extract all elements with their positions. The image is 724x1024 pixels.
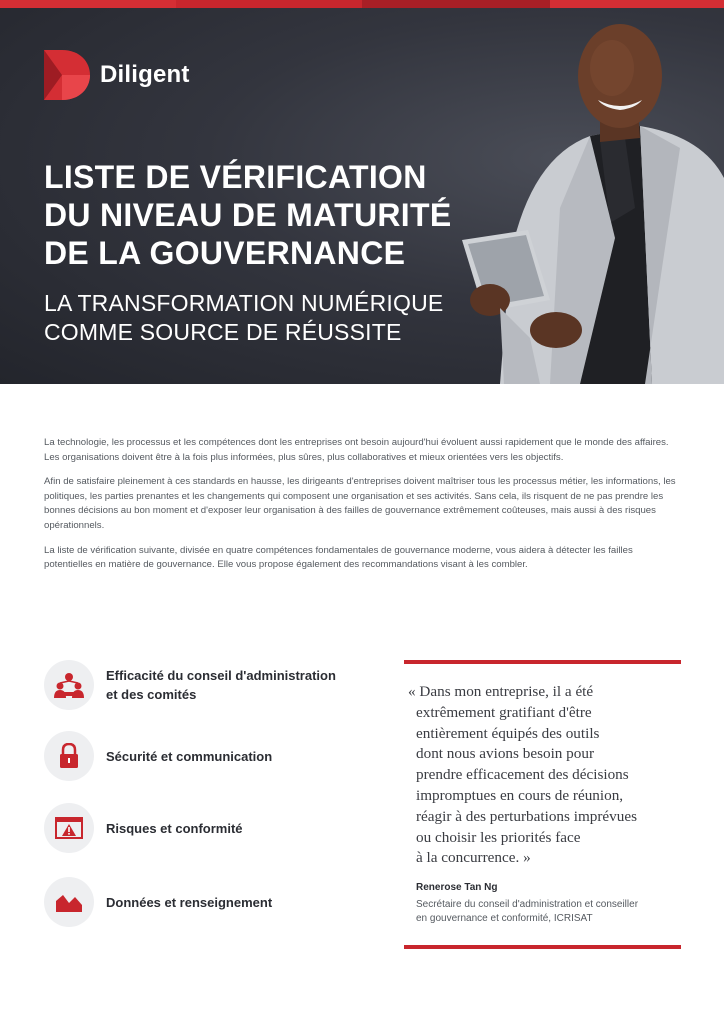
- top-bar-segment-4: [550, 0, 724, 8]
- quote-line: impromptues en cours de réunion,: [416, 786, 624, 804]
- quote-line: extrêmement gratifiant d'être: [416, 703, 592, 721]
- logo: [44, 50, 190, 100]
- quote-author-role: [416, 898, 680, 925]
- title-line: LISTE DE VÉRIFICATION: [44, 159, 427, 195]
- intro-paragraph: Afin de satisfaire pleinement à ces standards en hausse, les dirigeants d'entreprises doivent maîtriser tous les processus métier, les informations, les politiques, les parties prenantes et les changements qui composent une organisation et ses activités. Sans cela, ils risquent de ne pas prendre les bonnes décisions au bon moment et d'exposer leur organisation à des failles de gouvernance extrêmement coûteuses, mais aussi à des risques opérationnels.: [44, 476, 676, 531]
- quote-author: Renerose Tan Ng: [416, 882, 498, 893]
- role-line: en gouvernance et conformité, ICRISAT: [416, 912, 593, 924]
- quote-line: réagir à des perturbations imprévues: [416, 807, 637, 825]
- top-bar-segment-2: [176, 0, 362, 8]
- top-color-bar: [0, 0, 724, 8]
- quote-line: à la concurrence. »: [416, 849, 531, 867]
- warning-window-icon: [55, 817, 83, 839]
- competency-icon-circle: [44, 731, 94, 781]
- competency-label-line: et des comités: [106, 687, 197, 702]
- top-bar-segment-3: [362, 0, 550, 8]
- quote-line: entièrement équipés des outils: [416, 724, 600, 742]
- competency-item: [44, 660, 336, 710]
- diligent-logo-icon: [44, 50, 90, 100]
- competency-label: [106, 747, 272, 766]
- competency-label-line: Données et renseignement: [106, 894, 273, 910]
- intro-paragraph: La technologie, les processus et les compétences dont les entreprises ont besoin aujourd'hui évoluent aussi rapidement que le monde des affaires. Les organisations doivent être à la fois plus informées, plus sûres, plus collaboratives et mieux orientées vers les objectifs.: [44, 437, 669, 463]
- competency-label: [106, 666, 336, 704]
- competency-label-line: Risques et conformité: [106, 820, 243, 836]
- page-title: [44, 158, 452, 272]
- quote-line: prendre efficacement des décisions: [416, 766, 629, 784]
- competency-label-line: Efficacité du conseil d'administration: [106, 668, 336, 683]
- quote-line: dont nous avions besoin pour: [416, 745, 595, 763]
- businessman-with-tablet-photo: [440, 8, 724, 384]
- title-line: DU NIVEAU DE MATURITÉ: [44, 197, 452, 233]
- board-people-icon: [54, 672, 84, 698]
- competency-label-line: Sécurité et communication: [106, 748, 273, 764]
- competency-label: [106, 893, 272, 912]
- subtitle-line: LA TRANSFORMATION NUMÉRIQUE: [44, 290, 444, 316]
- area-chart-icon: [55, 891, 83, 913]
- logo-text: Diligent: [100, 61, 190, 88]
- title-line: DE LA GOUVERNANCE: [44, 235, 406, 271]
- competency-icon-circle: [44, 803, 94, 853]
- competency-label: [106, 819, 243, 838]
- intro-paragraph: La liste de vérification suivante, divisée en quatre compétences fondamentales de gouvernance moderne, vous aidera à détecter les failles potentielles en matière de gouvernance. Elle vous propose également des recommandations visant à les combler.: [44, 544, 633, 571]
- hero-banner: [0, 8, 724, 384]
- quote-line: ou choisir les priorités face: [416, 828, 581, 846]
- competency-item: [44, 731, 272, 781]
- competency-item: [44, 877, 272, 927]
- top-bar-segment-1: [0, 0, 176, 8]
- competency-item: [44, 803, 243, 853]
- competency-icon-circle: [44, 660, 94, 710]
- quote-line: « Dans mon entreprise, il a été: [408, 683, 594, 700]
- subtitle-line: COMME SOURCE DE RÉUSSITE: [44, 319, 402, 345]
- quote-text: [408, 682, 680, 869]
- testimonial-quote: [404, 660, 681, 949]
- competency-icon-circle: [44, 877, 94, 927]
- role-line: Secrétaire du conseil d'administration et conseiller: [416, 899, 639, 910]
- page-subtitle: [44, 289, 443, 347]
- padlock-icon: [59, 743, 79, 769]
- intro-text: [44, 436, 680, 583]
